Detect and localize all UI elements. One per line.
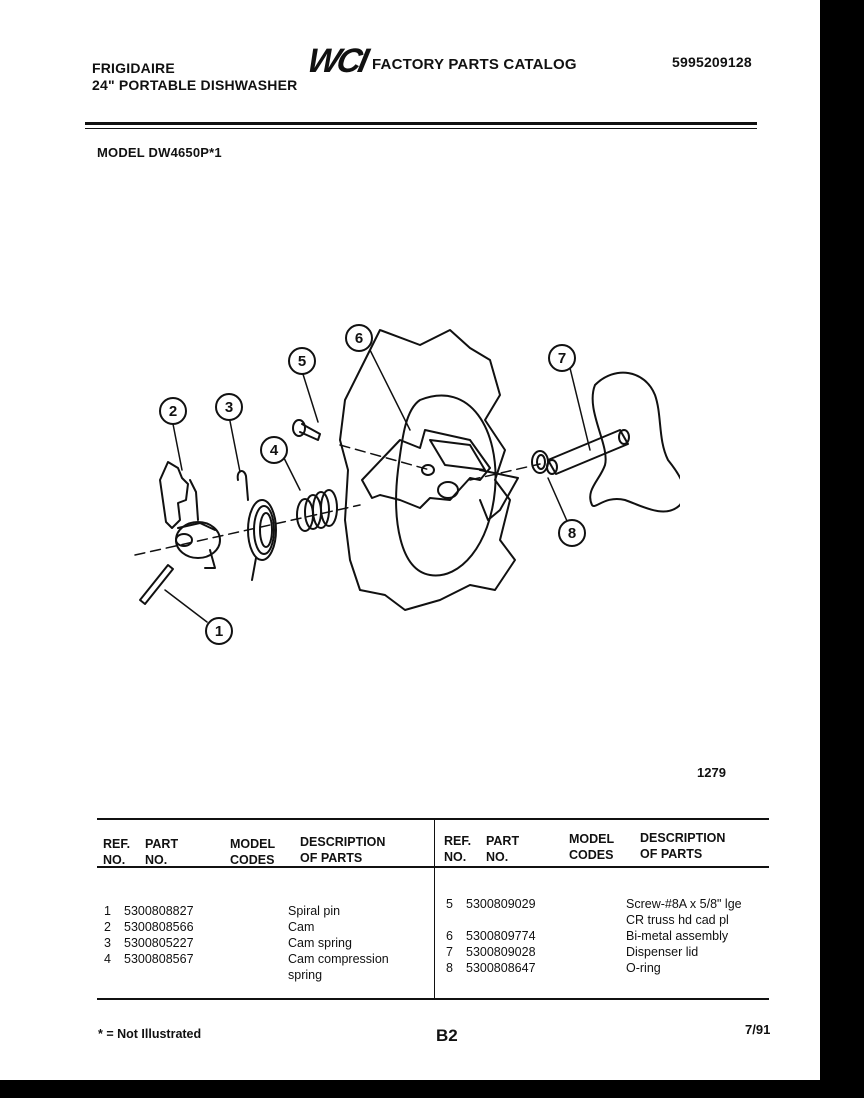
callout-4: 4 xyxy=(269,442,279,459)
callout-6: 6 xyxy=(354,330,364,347)
col-ref-header-left: REF. NO. xyxy=(103,837,131,867)
parts-list-left xyxy=(104,903,424,983)
cam-part xyxy=(160,462,220,568)
table-row: 4 5300808567 Cam compression spring xyxy=(104,952,389,982)
table-center-divider xyxy=(434,818,435,1000)
page-number: B2 xyxy=(436,1026,458,1045)
revision-date: 7/91 xyxy=(745,1022,771,1037)
table-row: 3 5300805227 Cam spring xyxy=(104,936,352,950)
o-ring xyxy=(532,451,548,473)
col-ref-header-right: REF. NO. xyxy=(444,834,472,864)
header-rule xyxy=(85,122,757,125)
table-row: 2 5300808566 Cam xyxy=(104,920,315,934)
drawing-number: 1279 xyxy=(697,765,726,780)
table-row: 6 5300809774 Bi-metal assembly xyxy=(446,929,729,943)
parts-list-right xyxy=(446,896,766,976)
col-part-header-left: PART NO. xyxy=(145,837,179,867)
callout-1: 1 xyxy=(214,623,224,640)
header-rule-thin xyxy=(85,128,757,129)
col-model-header-left: MODEL CODES xyxy=(230,837,276,867)
col-part-header-right: PART NO. xyxy=(486,834,520,864)
callout-7: 7 xyxy=(557,350,567,367)
table-row: 1 5300808827 Spiral pin xyxy=(104,904,341,918)
callout-2: 2 xyxy=(168,403,178,420)
model-label: MODEL DW4650P*1 xyxy=(97,145,222,160)
col-desc-header-left: DESCRIPTION OF PARTS xyxy=(300,835,386,865)
table-row: 8 5300808647 O-ring xyxy=(446,961,661,975)
compression-spring xyxy=(297,490,337,531)
table-row: 7 5300809028 Dispenser lid xyxy=(446,945,699,959)
spiral-pin xyxy=(140,565,173,604)
dispenser-lid xyxy=(547,373,680,512)
catalog-number: 5995209128 xyxy=(672,54,752,70)
table-row: 5 5300809029 Screw-#8A x 5/8" lge CR truss hd cad pl xyxy=(446,897,742,927)
catalog-title: FACTORY PARTS CATALOG xyxy=(372,56,577,73)
screw-part xyxy=(293,420,320,440)
exploded-parts-diagram xyxy=(120,300,680,660)
door-recess xyxy=(396,396,495,576)
product-name: 24" PORTABLE DISHWASHER xyxy=(92,77,298,93)
wci-logo: WCI xyxy=(304,42,370,80)
table-bottom-rule xyxy=(97,998,769,1000)
col-desc-header-right: DESCRIPTION OF PARTS xyxy=(640,831,726,861)
col-model-header-right: MODEL CODES xyxy=(569,832,615,862)
brand-name: FRIGIDAIRE xyxy=(92,60,175,76)
callout-3: 3 xyxy=(224,399,234,416)
leader-lines xyxy=(165,350,590,622)
footnote: * = Not Illustrated xyxy=(98,1027,202,1041)
table-header-rule xyxy=(97,866,769,868)
callout-5: 5 xyxy=(297,353,307,370)
table-top-rule xyxy=(97,818,769,820)
callout-8: 8 xyxy=(567,525,577,542)
